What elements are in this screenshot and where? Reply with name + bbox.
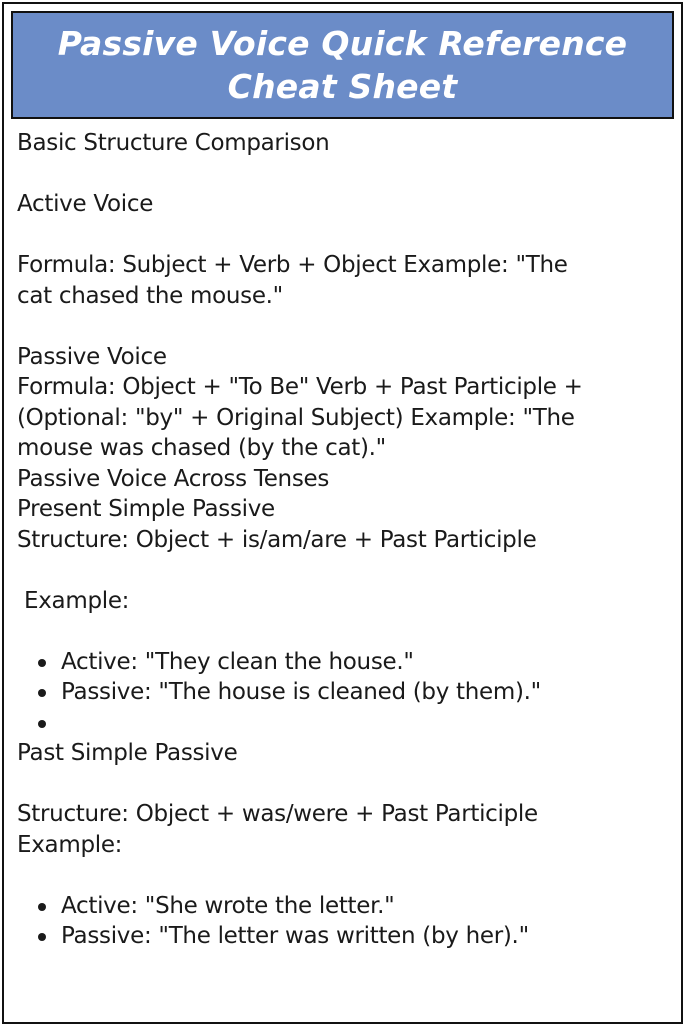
past-examples-list [17,891,672,952]
list-item: Active: "She wrote the letter." [61,891,672,922]
tenses-heading: Passive Voice Across Tenses [17,465,330,492]
list-item: Passive: "The letter was written (by her)." [61,921,672,952]
list-item: Active: "They clean the house." [61,647,672,678]
cheat-sheet [2,2,683,1024]
spacer [17,860,672,891]
list-item-empty [61,708,672,739]
title-banner [11,11,674,119]
present-examples-list [17,647,672,739]
present-example-label: Example: [24,587,130,614]
spacer [17,769,672,800]
past-example-label: Example: [17,831,123,858]
section-heading: Basic Structure Comparison [17,130,330,156]
present-simple-heading: Present Simple Passive [17,496,275,522]
passive-formula-line-1: Formula: Object + "To Be" Verb + Past Participle + [17,374,583,400]
present-structure: Structure: Object + is/am/are + Past Participle [17,526,537,553]
active-voice-heading: Active Voice [17,191,154,217]
spacer [17,555,672,586]
active-formula-line-1: Formula: Subject + Verb + Object Example: "The [17,252,568,278]
spacer [17,311,672,342]
title-line-2: Cheat Sheet [227,67,458,106]
spacer [17,616,672,647]
title-line-1: Passive Voice Quick Reference [57,24,628,63]
past-simple-heading: Past Simple Passive [17,740,238,766]
passive-formula-line-2: (Optional: "by" + Original Subject) Example: "The [17,404,575,431]
sheet-content [17,128,672,952]
past-structure: Structure: Object + was/were + Past Participle [17,801,538,827]
list-item: Passive: "The house is cleaned (by them)." [61,677,672,708]
passive-formula-line-3: mouse was chased (by the cat)." [17,435,386,461]
spacer [17,159,672,190]
page-title [58,22,628,108]
active-formula-line-2: cat chased the mouse." [17,282,283,309]
passive-voice-heading: Passive Voice [17,343,167,370]
spacer [17,220,672,251]
